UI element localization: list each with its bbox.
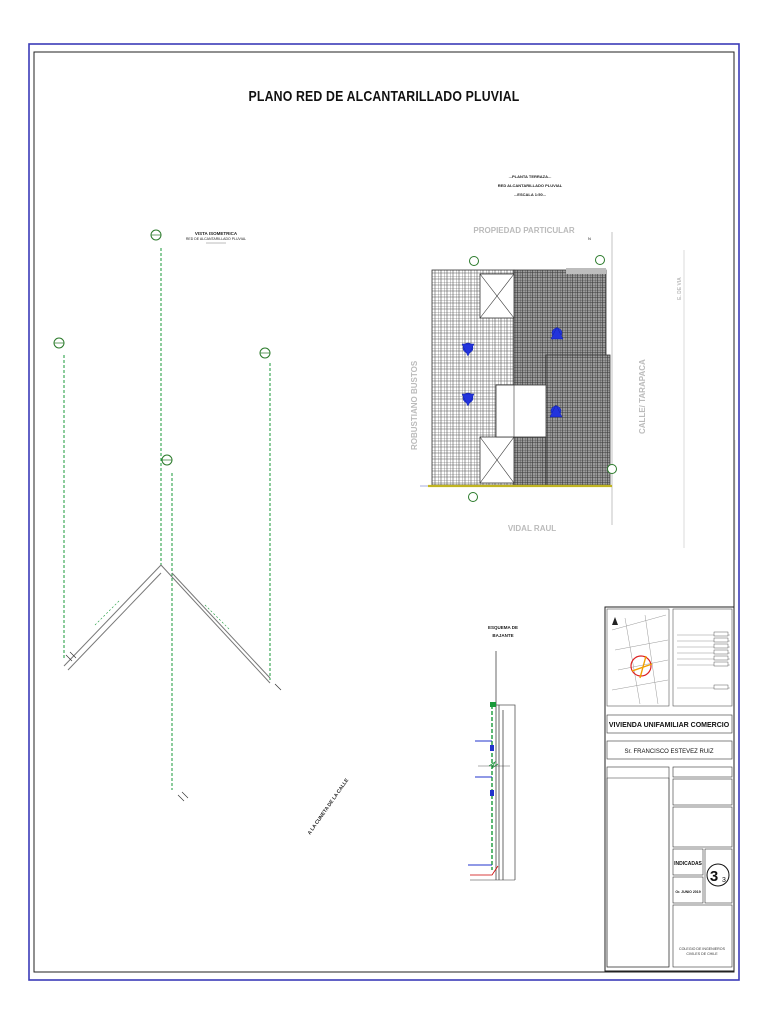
scale-value: INDICADAS bbox=[674, 861, 702, 867]
plan-title-2: RED ALCANTARILLADO PLUVIAL bbox=[497, 183, 563, 188]
svg-text:N: N bbox=[588, 236, 591, 241]
isometric-subtitle: RED DE ALCANTARILLADO PLUVIAL bbox=[185, 237, 247, 241]
downpipe-detail bbox=[468, 625, 518, 880]
sheet-total: 3 bbox=[722, 877, 726, 884]
title-block bbox=[605, 607, 734, 971]
plan-far-east-label: E. DE VIA bbox=[677, 277, 683, 300]
plan-north-label: PROPIEDAD PARTICULAR bbox=[473, 226, 575, 235]
plan-title-1: ...PLANTA TERRAZA... bbox=[508, 174, 552, 179]
plan-south-label: VIDAL RAUL bbox=[507, 524, 557, 533]
sheet-title: PLANO RED DE ALCANTARILLADO PLUVIAL bbox=[248, 88, 520, 105]
project-name: VIVIENDA UNIFAMILIAR COMERCIO bbox=[608, 722, 730, 729]
downpipe-bubble-2 bbox=[54, 338, 64, 348]
owner-name: Sr. FRANCISCO ESTEVEZ RUIZ bbox=[624, 749, 714, 755]
isometric-view bbox=[54, 230, 351, 836]
institution-line-2: CIVILES DE CHILE bbox=[686, 952, 718, 956]
detail-title-1: ESQUEMA DE bbox=[487, 625, 519, 630]
plan-title-3: ...ESCALA 1:50... bbox=[513, 192, 547, 197]
plan-east-label: CALLE/ TARAPACA bbox=[638, 359, 647, 434]
date-value: Or. JUNIO 2019 bbox=[675, 890, 701, 894]
sheet-number: 3 bbox=[709, 868, 719, 885]
street-cuneta-label: A LA CUNETA DE LA CALLE bbox=[306, 777, 351, 837]
detail-title-2: BAJANTE bbox=[492, 633, 514, 638]
institution-line-1: COLEGIO DE INGENIEROS bbox=[679, 947, 725, 951]
downpipe-bubble-3 bbox=[260, 348, 270, 358]
isometric-title: VISTA ISOMETRICA bbox=[194, 231, 238, 236]
plan-west-label: ROBUSTIANO BUSTOS bbox=[410, 360, 419, 450]
downpipe-bubble-1 bbox=[151, 230, 161, 240]
downpipe-bubble-4 bbox=[162, 455, 172, 465]
plan-view bbox=[410, 174, 735, 560]
